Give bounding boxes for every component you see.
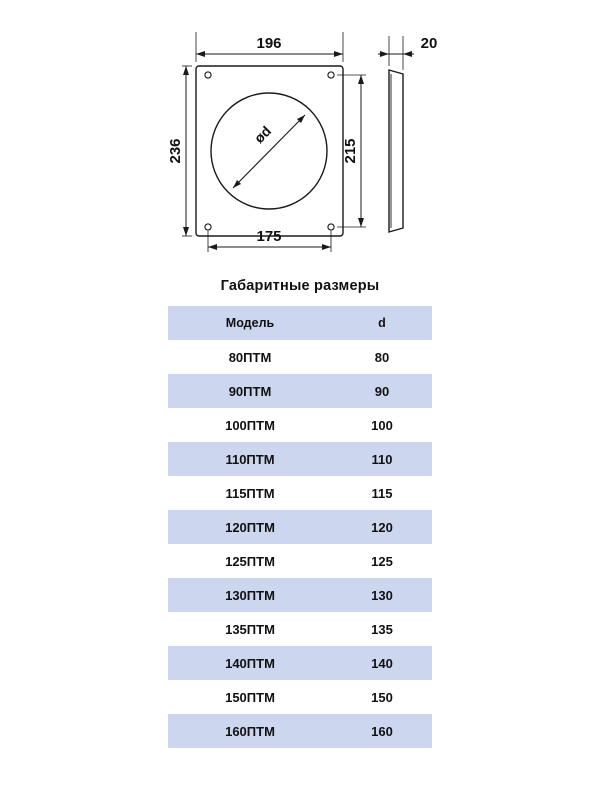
cell-d: 80 bbox=[332, 340, 432, 374]
dimension-label-height-right: 215 bbox=[342, 138, 359, 164]
table-row bbox=[168, 442, 432, 476]
screw-hole-top-left bbox=[205, 72, 211, 78]
cell-d: 140 bbox=[332, 646, 432, 680]
cell-model: 80ПТМ bbox=[168, 340, 332, 374]
cell-model: 130ПТМ bbox=[168, 578, 332, 612]
cell-d: 115 bbox=[332, 476, 432, 510]
cell-model: 140ПТМ bbox=[168, 646, 332, 680]
screw-hole-bottom-left bbox=[205, 224, 211, 230]
diameter-arrow-line bbox=[233, 115, 305, 188]
screw-hole-top-right bbox=[328, 72, 334, 78]
dimensions-section bbox=[0, 278, 600, 748]
dimension-label-width-top: 196 bbox=[256, 35, 282, 52]
cell-d: 160 bbox=[332, 714, 432, 748]
column-header-model: Модель bbox=[168, 306, 332, 340]
cell-d: 150 bbox=[332, 680, 432, 714]
dimension-label-width-bottom: 175 bbox=[256, 228, 282, 245]
table-row bbox=[168, 408, 432, 442]
dim-arrow-215-top bbox=[358, 75, 364, 84]
cell-d: 130 bbox=[332, 578, 432, 612]
table-row bbox=[168, 680, 432, 714]
cell-model: 120ПТМ bbox=[168, 510, 332, 544]
table-row bbox=[168, 374, 432, 408]
screw-hole-bottom-right bbox=[328, 224, 334, 230]
table-row bbox=[168, 340, 432, 374]
table-row bbox=[168, 544, 432, 578]
cell-model: 160ПТМ bbox=[168, 714, 332, 748]
dim-arrow-236-bottom bbox=[183, 227, 189, 236]
drawing-svg bbox=[0, 0, 600, 275]
column-header-d: d bbox=[332, 306, 432, 340]
table-header-row bbox=[168, 306, 432, 340]
cell-model: 90ПТМ bbox=[168, 374, 332, 408]
cell-model: 125ПТМ bbox=[168, 544, 332, 578]
cell-model: 115ПТМ bbox=[168, 476, 332, 510]
cell-model: 110ПТМ bbox=[168, 442, 332, 476]
cell-d: 125 bbox=[332, 544, 432, 578]
table-row bbox=[168, 578, 432, 612]
cell-d: 90 bbox=[332, 374, 432, 408]
dim-arrow-215-bottom bbox=[358, 218, 364, 227]
cell-model: 150ПТМ bbox=[168, 680, 332, 714]
table-head bbox=[168, 306, 432, 340]
dimensions-table bbox=[168, 306, 432, 748]
diameter-label: ød bbox=[250, 122, 275, 147]
dim-arrow-20-left bbox=[380, 51, 389, 57]
cell-model: 100ПТМ bbox=[168, 408, 332, 442]
table-row bbox=[168, 612, 432, 646]
table-row bbox=[168, 714, 432, 748]
dimension-label-height-left: 236 bbox=[167, 138, 184, 164]
dim-arrow-175-right bbox=[322, 244, 331, 250]
cell-d: 110 bbox=[332, 442, 432, 476]
technical-drawing bbox=[0, 0, 600, 275]
table-row bbox=[168, 646, 432, 680]
table-row bbox=[168, 510, 432, 544]
cell-d: 135 bbox=[332, 612, 432, 646]
table-row bbox=[168, 476, 432, 510]
dim-arrow-20-right bbox=[403, 51, 412, 57]
cell-d: 120 bbox=[332, 510, 432, 544]
dim-arrow-196-left bbox=[196, 51, 205, 57]
table-title: Габаритные размеры bbox=[220, 278, 380, 294]
dimension-label-depth: 20 bbox=[420, 35, 438, 52]
dim-arrow-196-right bbox=[334, 51, 343, 57]
dim-arrow-236-top bbox=[183, 66, 189, 75]
table-body bbox=[168, 340, 432, 748]
cell-d: 100 bbox=[332, 408, 432, 442]
dim-arrow-175-left bbox=[208, 244, 217, 250]
cell-model: 135ПТМ bbox=[168, 612, 332, 646]
